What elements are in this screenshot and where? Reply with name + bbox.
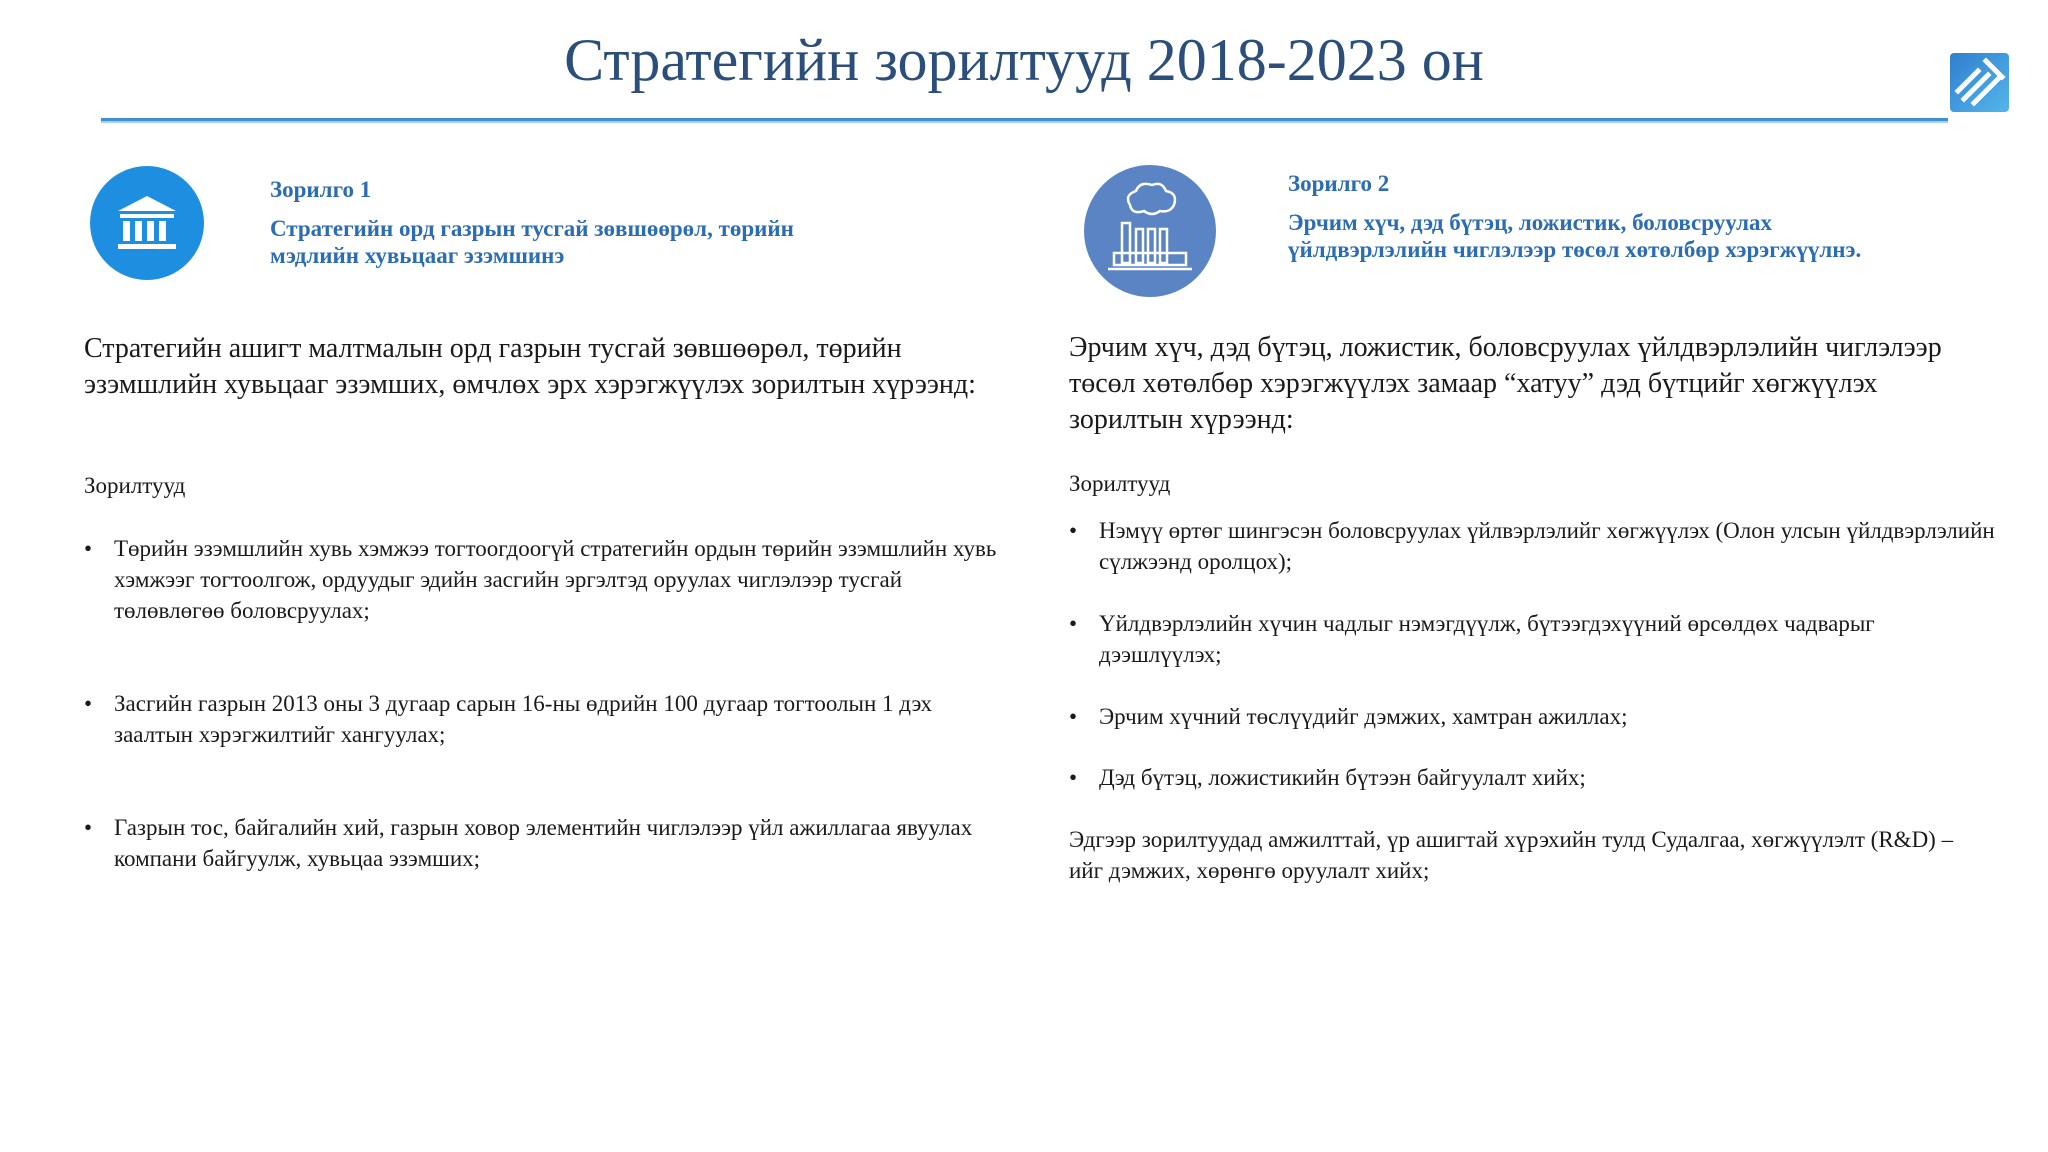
title-divider [101, 118, 1948, 123]
slide-title: Стратегийн зорилтууд 2018-2023 он [564, 27, 1484, 93]
goal2-objective: • Эрчим хүчний төслүүдийг дэмжих, хамтран ажиллах; [1069, 701, 1999, 732]
goal1-objective: • Төрийн эзэмшлийн хувь хэмжээ тогтоогдоогүй стратегийн ордын төрийн эзэмшлийн хувь хэмжээг тогтоолгож, ордуудыг эдийн засгийн эргэлтэд оруулах чиглэлээр тусгай төлөвлөгөө боловсруулах; [84, 533, 1014, 626]
goal2-objective: • Дэд бүтэц, ложистикийн бүтээн байгуулалт хийх; [1069, 762, 1999, 793]
goal1-heading [270, 175, 830, 269]
goal2-label: Зорилго 2 [1288, 171, 1390, 196]
goal2-heading [1288, 169, 1908, 263]
goal1-objective: • Засгийн газрын 2013 оны 3 дугаар сарын 16-ны өдрийн 100 дугаар тогтоолын 1 дэх заалтын хэрэгжилтийг хангуулах; [84, 688, 1014, 750]
goal1-objectives-heading: Зорилтууд [84, 473, 186, 498]
goal2-objectives-heading: Зорилтууд [1069, 471, 1171, 496]
goal1-title: Стратегийн орд газрын тусгай зөвшөөрөл, төрийн мэдлийн хувьцааг эзэмшинэ [270, 216, 794, 268]
goal2-closing-text: Эдгээр зорилтуудад амжилттай, үр ашигтай хүрэхийн тулд Судалгаа, хөгжүүлэлт (R&D) –ийг дэмжих, хөрөнгө оруулалт хийх; [1069, 827, 1954, 883]
goal2-title: Эрчим хүч, дэд бүтэц, ложистик, боловсруулах үйлдвэрлэлийн чиглэлээр төсөл хөтөлбөр хэрэгжүүлнэ. [1288, 210, 1862, 262]
company-logo-icon [1948, 51, 2011, 114]
goal1-objective: • Газрын тос, байгалийн хий, газрын ховор элементийн чиглэлээр үйл ажиллагаа явуулах компани байгуулж, хувьцаа эзэмших; [84, 812, 1034, 874]
goal2-objective: • Нэмүү өртөг шингэсэн боловсруулах үйлвэрлэлийг хөгжүүлэх (Олон улсын үйлдвэрлэлийн сүлжээнд оролцох); [1069, 515, 1999, 577]
factory-icon [1084, 165, 1216, 297]
goal2-intro: Эрчим хүч, дэд бүтэц, ложистик, боловсруулах үйлдвэрлэлийн чиглэлээр төсөл хөтөлбөр хэрэгжүүлэх замаар “хатуу” дэд бүтцийг хөгжүүлэх зорилтын хүрээнд: [1069, 332, 1942, 435]
goal2-objective: • Үйлдвэрлэлийн хүчин чадлыг нэмэгдүүлж, бүтээгдэхүүний өрсөлдөх чадварыг дээшлүүлэх; [1069, 608, 1999, 670]
government-building-icon [90, 166, 204, 280]
goal1-label: Зорилго 1 [270, 177, 372, 202]
goal1-intro: Стратегийн ашигт малтмалын орд газрын тусгай зөвшөөрөл, төрийн эзэмшлийн хувьцааг эзэмших, өмчлөх эрх хэрэгжүүлэх зорилтын хүрээнд: [84, 333, 976, 400]
